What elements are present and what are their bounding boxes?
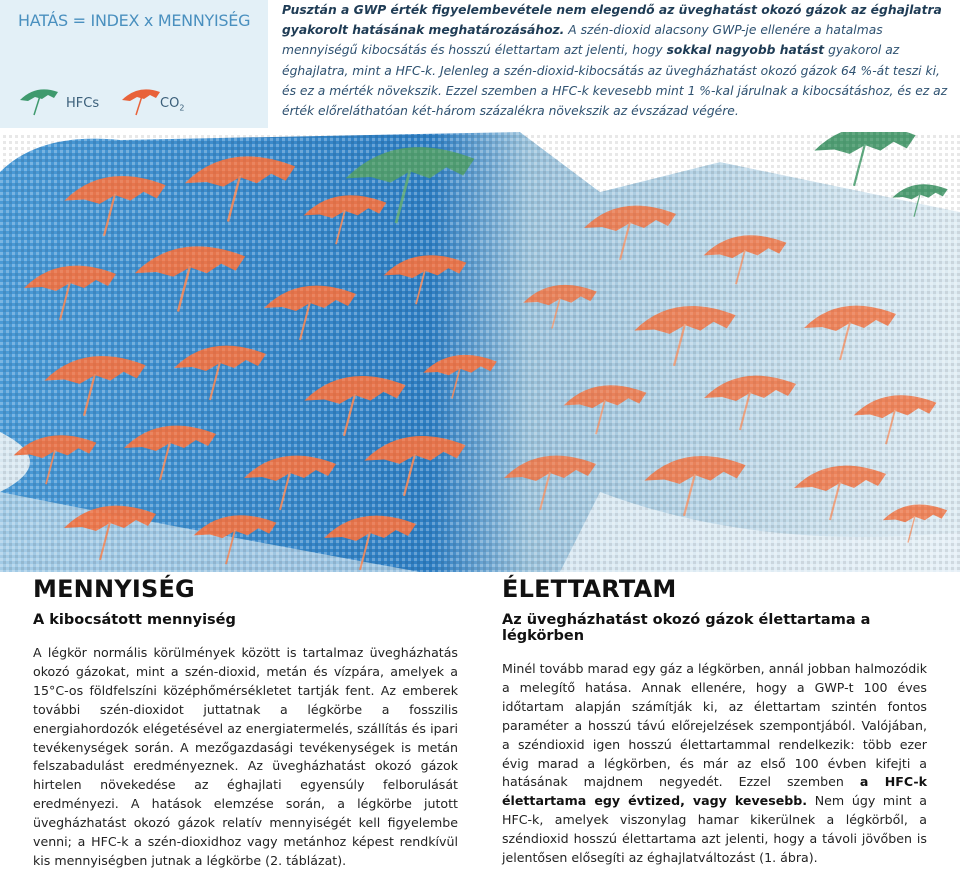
quantity-subheading: A kibocsátott mennyiség: [33, 612, 236, 628]
intro-paragraph: Pusztán a GWP érték figyelembevétele nem elegendő az üveghatást okozó gázok az éghajlatra gyakorolt hatásának meghatározásához. A szén-dioxid alacsony GWP-je ellenére a hatalmas mennyiségű kibocsátás és hosszú élettartam azt jelenti, hogy sokkal nagyobb hatást gyakorol az éghajlatra, mint a HFC-k. Jelenleg a szén-dioxid-kibocsátás az üvegházhatást okozó gázok 64 %-át teszi ki, és ez a mérték növekszik. Ezzel szemben a HFC-k kevesebb mint 1 %-kal járulnak a kibocsátáshoz, és ez az érték előreláthatóan két-három százalékra növekszik az évszázad végére.: [282, 3, 948, 119]
legend-label-hfc: HFCs: [66, 96, 100, 111]
umbrella-sky-illustration: [0, 132, 960, 572]
legend-box: [0, 0, 268, 128]
orange-umbrella-icon: [118, 86, 164, 116]
quantity-heading: MENNYISÉG: [33, 575, 195, 603]
legend-item-hfc: [16, 86, 106, 116]
green-umbrella-icon: [16, 86, 62, 116]
legend-label-co2: $CO_2$: [160, 96, 185, 113]
legend-item-co2: [118, 86, 228, 116]
legend-title: HATÁS = INDEX x MENNYISÉG: [18, 11, 251, 30]
lifetime-heading: ÉLETTARTAM: [502, 575, 677, 603]
quantity-body: A légkör normális körülmények között is tartalmaz üvegházhatás okozó gázokat, mint a szén-dioxid, metán és vízpára, amelyek a 15°C-os földfelszíni középhőmérsékletet tartják fent. Az emberek további szén-dioxidot juttatnak a légkörbe a fosszilis energiahordozók elégetésével az energiatermelés, szállítás és ipari tevékenységek során. A mezőgazdasági tevékenységek is metán felszabadulást eredményeznek. Az üvegházhatást okozó gázok hirtelen növekedése az éghajlati egyensúly felborulását eredményezi. A hatások elemzése során, a légkörbe jutott üvegházhatást okozó gázok relatív mennyiségét kell figyelembe venni; a HFC-k a szén-dioxidhoz vagy metánhoz képest rendkívül kis mennyiségben jutnak a légkörbe (2. táblázat).: [33, 645, 458, 868]
lifetime-body-highlight: a HFC-k élettartama egy évtized, vagy kevesebb.: [502, 774, 927, 809]
quantity-column: [33, 575, 458, 871]
lifetime-column: [502, 575, 927, 868]
intro-bold-lead: Pusztán a GWP érték figyelembevétele nem elegendő az üveghatást okozó gázok az éghajlatra gyakorolt hatásának meghatározásához.: [282, 3, 942, 38]
lifetime-body: Minél tovább marad egy gáz a légkörben, annál jobban halmozódik a melegítő hatása. Annak ellenére, hogy a GWP-t 100 éves időtartam alapján számítják ki, az élettartam szintén fontos paraméter a hosszú távú előrejelzések szempontjából. Valójában, a széndioxid igen hosszú élettartammal rendelkezik: több ezer évig marad a légkörben, és már az első 100 évben kifejti a hatásának majdnem negyedét. Ezzel szemben a HFC-k élettartama egy évtized, vagy kevesebb. Nem úgy mint a HFC-k, amelyek viszonylag hamar kikerülnek a légkörből, a széndioxid hosszú élettartama azt jelenti, hogy a távoli jövőben is jelentősen elősegíti az éghajlatváltozást (1. ábra).: [502, 661, 927, 866]
lifetime-subheading: Az üvegházhatást okozó gázok élettartama a légkörben: [502, 612, 871, 644]
